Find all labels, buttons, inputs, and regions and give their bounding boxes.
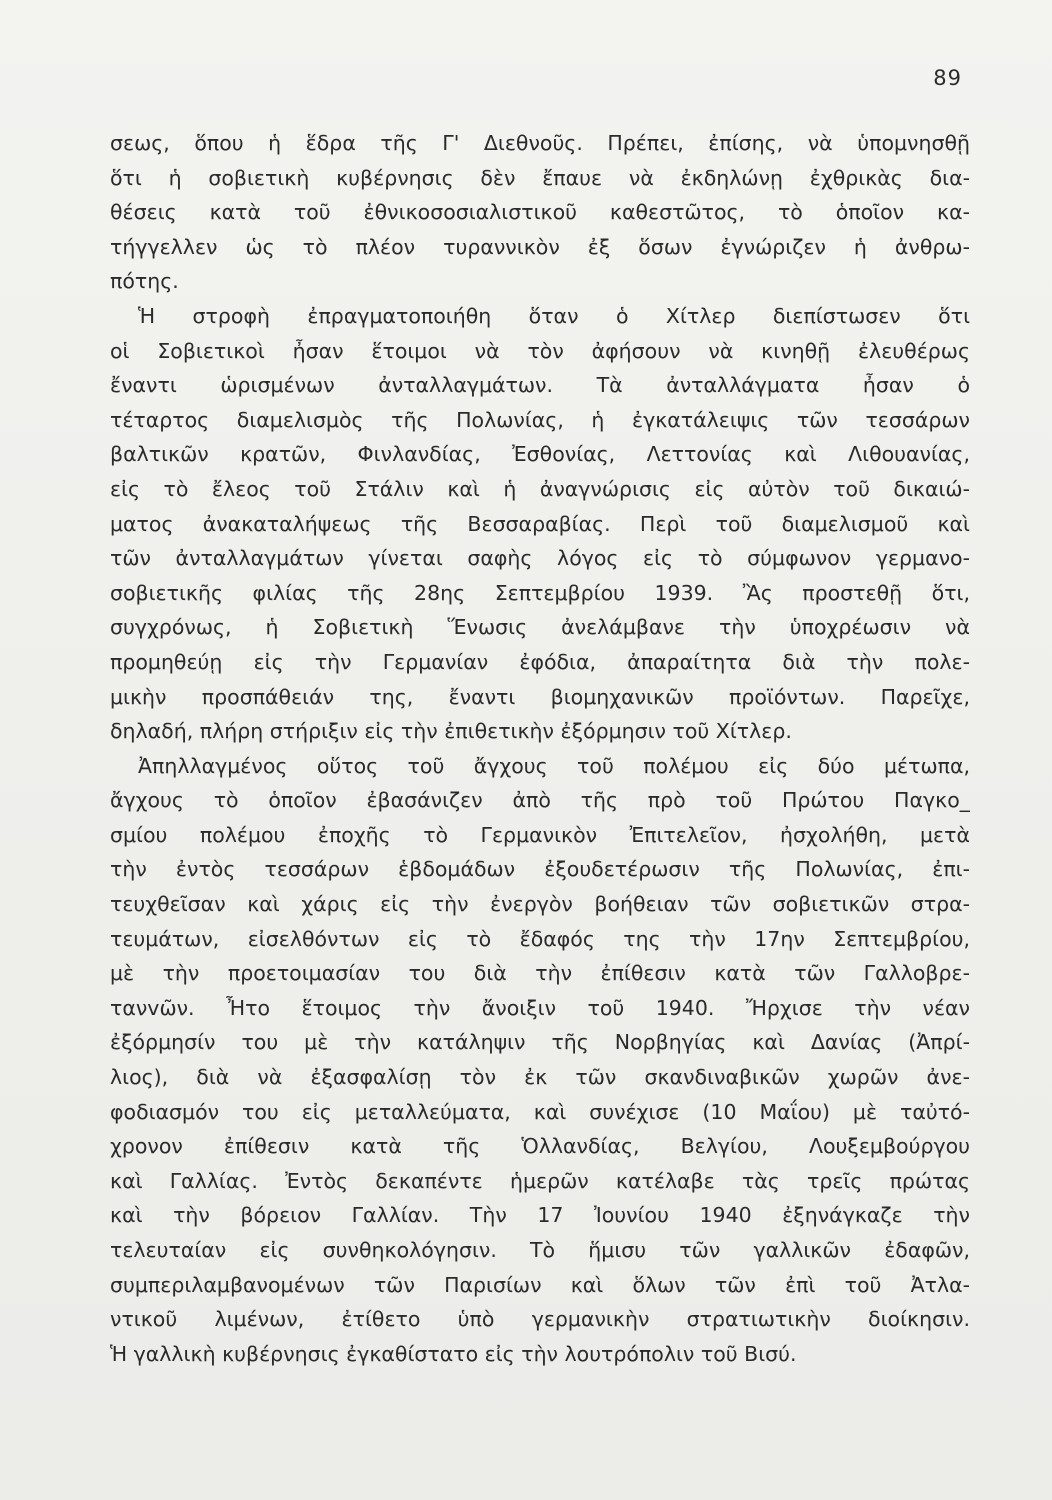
text-line: μικὴν προσπάθειάν της, ἔναντι βιομηχανικῶν προϊόντων. Παρεῖχε, [110, 684, 970, 709]
text-line: ντικοῦ λιμένων, ἐτίθετο ὑπὸ γερμανικὴν στρατιωτικὴν διοίκησιν. [110, 1307, 970, 1332]
text-line: μὲ τὴν προετοιμασίαν του διὰ τὴν ἐπίθεσιν κατὰ τῶν Γαλλοβρε- [110, 961, 970, 986]
text-line: συγχρόνως, ἡ Σοβιετικὴ Ἕνωσις ἀνελάμβανε τὴν ὑποχρέωσιν νὰ [110, 615, 970, 640]
text-line: τήγγελλεν ὡς τὸ πλέον τυραννικὸν ἐξ ὅσων ἐγνώριζεν ἡ ἀνθρω- [110, 234, 970, 259]
text-line: εἰς τὸ ἔλεος τοῦ Στάλιν καὶ ἡ ἀναγνώρισις εἰς αὐτὸν τοῦ δικαιώ- [110, 476, 970, 501]
text-line: ἔναντι ὡρισμένων ἀνταλλαγμάτων. Τὰ ἀνταλλάγματα ἦσαν ὁ [110, 373, 970, 398]
text-line: τανvῶν. Ἦτο ἕτοιμος τὴν ἄνοιξιν τοῦ 1940. Ἤρχισε τὴν νέαν [110, 995, 970, 1020]
page-number: 89 [933, 66, 962, 90]
text-line: προμηθεύῃ εἰς τὴν Γερμανίαν ἐφόδια, ἀπαραίτητα διὰ τὴν πολε- [110, 649, 970, 674]
text-line: σμίου πολέμου ἐποχῆς τὸ Γερμανικὸν Ἐπιτελεῖον, ἠσχολήθη, μετὰ [110, 822, 970, 847]
text-line: τευχθεῖσαν καὶ χάρις εἰς τὴν ἐνεργὸν βοήθειαν τῶν σοβιετικῶν στρα- [110, 892, 970, 917]
text-line: καὶ Γαλλίας. Ἐντὸς δεκαπέντε ἡμερῶν κατέλαβε τὰς τρεῖς πρώτας [110, 1168, 970, 1193]
text-line: οἱ Σοβιετικοὶ ἦσαν ἕτοιμοι νὰ τὸν ἀφήσουν νὰ κινηθῇ ἐλευθέρως [110, 338, 970, 363]
text-line: ματος ἀνακαταλήψεως τῆς Βεσσαραβίας. Περὶ τοῦ διαμελισμοῦ καὶ [110, 511, 970, 536]
text-line: λιος), διὰ νὰ ἐξασφαλίσῃ τὸν ἐκ τῶν σκανδιναβικῶν χωρῶν ἀνε- [110, 1065, 970, 1090]
text-line: καὶ τὴν βόρειον Γαλλίαν. Τὴν 17 Ἰουνίου 1940 ἐξηνάγκαζε τὴν [110, 1203, 970, 1228]
text-line: τὴν ἐντὸς τεσσάρων ἑβδομάδων ἐξουδετέρωσιν τῆς Πολωνίας, ἐπι- [110, 857, 970, 882]
text-line: δηλαδή, πλήρη στήριξιν εἰς τὴν ἐπιθετικὴν ἐξόρμησιν τοῦ Χίτλερ. [110, 719, 792, 744]
text-line: θέσεις κατὰ τοῦ ἐθνικοσοσιαλιστικοῦ καθεστῶτος, τὸ ὁποῖον κα- [110, 200, 970, 225]
text-line: χρονον ἐπίθεσιν κατὰ τῆς Ὁλλανδίας, Βελγίου, Λουξεμβούργου [110, 1134, 970, 1159]
text-line: ἄγχους τὸ ὁποῖον ἐβασάνιζεν ἀπὸ τῆς πρὸ τοῦ Πρώτου Παγκο_ [110, 788, 970, 813]
text-line: Ἡ γαλλικὴ κυβέρνησις ἐγκαθίστατο εἰς τὴν λουτρόπολιν τοῦ Βισύ. [110, 1341, 797, 1366]
text-line: βαλτικῶν κρατῶν, Φινλανδίας, Ἐσθονίας, Λεττονίας καὶ Λιθουανίας, [110, 442, 970, 467]
text-line: πότης. [110, 269, 179, 294]
text-line: σοβιετικῆς φιλίας τῆς 28ης Σεπτεμβρίου 1939. Ἂς προστεθῇ ὅτι, [110, 580, 970, 605]
body-text [110, 126, 970, 1371]
text-line: τῶν ἀνταλλαγμάτων γίνεται σαφὴς λόγος εἰς τὸ σύμφωνον γερμανο- [110, 546, 970, 571]
text-line: σεως, ὅπου ἡ ἕδρα τῆς Γ' Διεθνοῦς. Πρέπει, ἐπίσης, νὰ ὑπομνησθῇ [110, 131, 970, 155]
text-line: τέταρτος διαμελισμὸς τῆς Πολωνίας, ἡ ἐγκατάλειψις τῶν τεσσάρων [110, 407, 970, 432]
text-line: ἐξόρμησίν του μὲ τὴν κατάληψιν τῆς Νορβηγίας καὶ Δανίας (Ἀπρί- [110, 1030, 970, 1055]
text-line: συμπεριλαμβανομένων τῶν Παρισίων καὶ ὅλων τῶν ἐπὶ τοῦ Ἀτλα- [110, 1272, 970, 1297]
text-line: ὅτι ἡ σοβιετικὴ κυβέρνησις δὲν ἔπαυε νὰ ἐκδηλώνῃ ἐχθρικὰς δια- [110, 165, 970, 190]
text-line: φοδιασμόν του εἰς μεταλλεύματα, καὶ συνέχισε (10 Μαΐου) μὲ ταὐτό- [110, 1099, 970, 1124]
text-line: Ἀπηλλαγμένος οὕτος τοῦ ἄγχους τοῦ πολέμου εἰς δύο μέτωπα, [138, 753, 970, 778]
text-line: Ἡ στροφὴ ἐπραγματοποιήθη ὅταν ὁ Χίτλερ διεπίστωσεν ὅτι [138, 303, 970, 328]
text-line: τευμάτων, εἰσελθόντων εἰς τὸ ἔδαφός της τὴν 17ην Σεπτεμβρίου, [110, 926, 970, 951]
text-line: τελευταίαν εἰς συνθηκολόγησιν. Τὸ ἥμισυ τῶν γαλλικῶν ἐδαφῶν, [110, 1238, 970, 1262]
